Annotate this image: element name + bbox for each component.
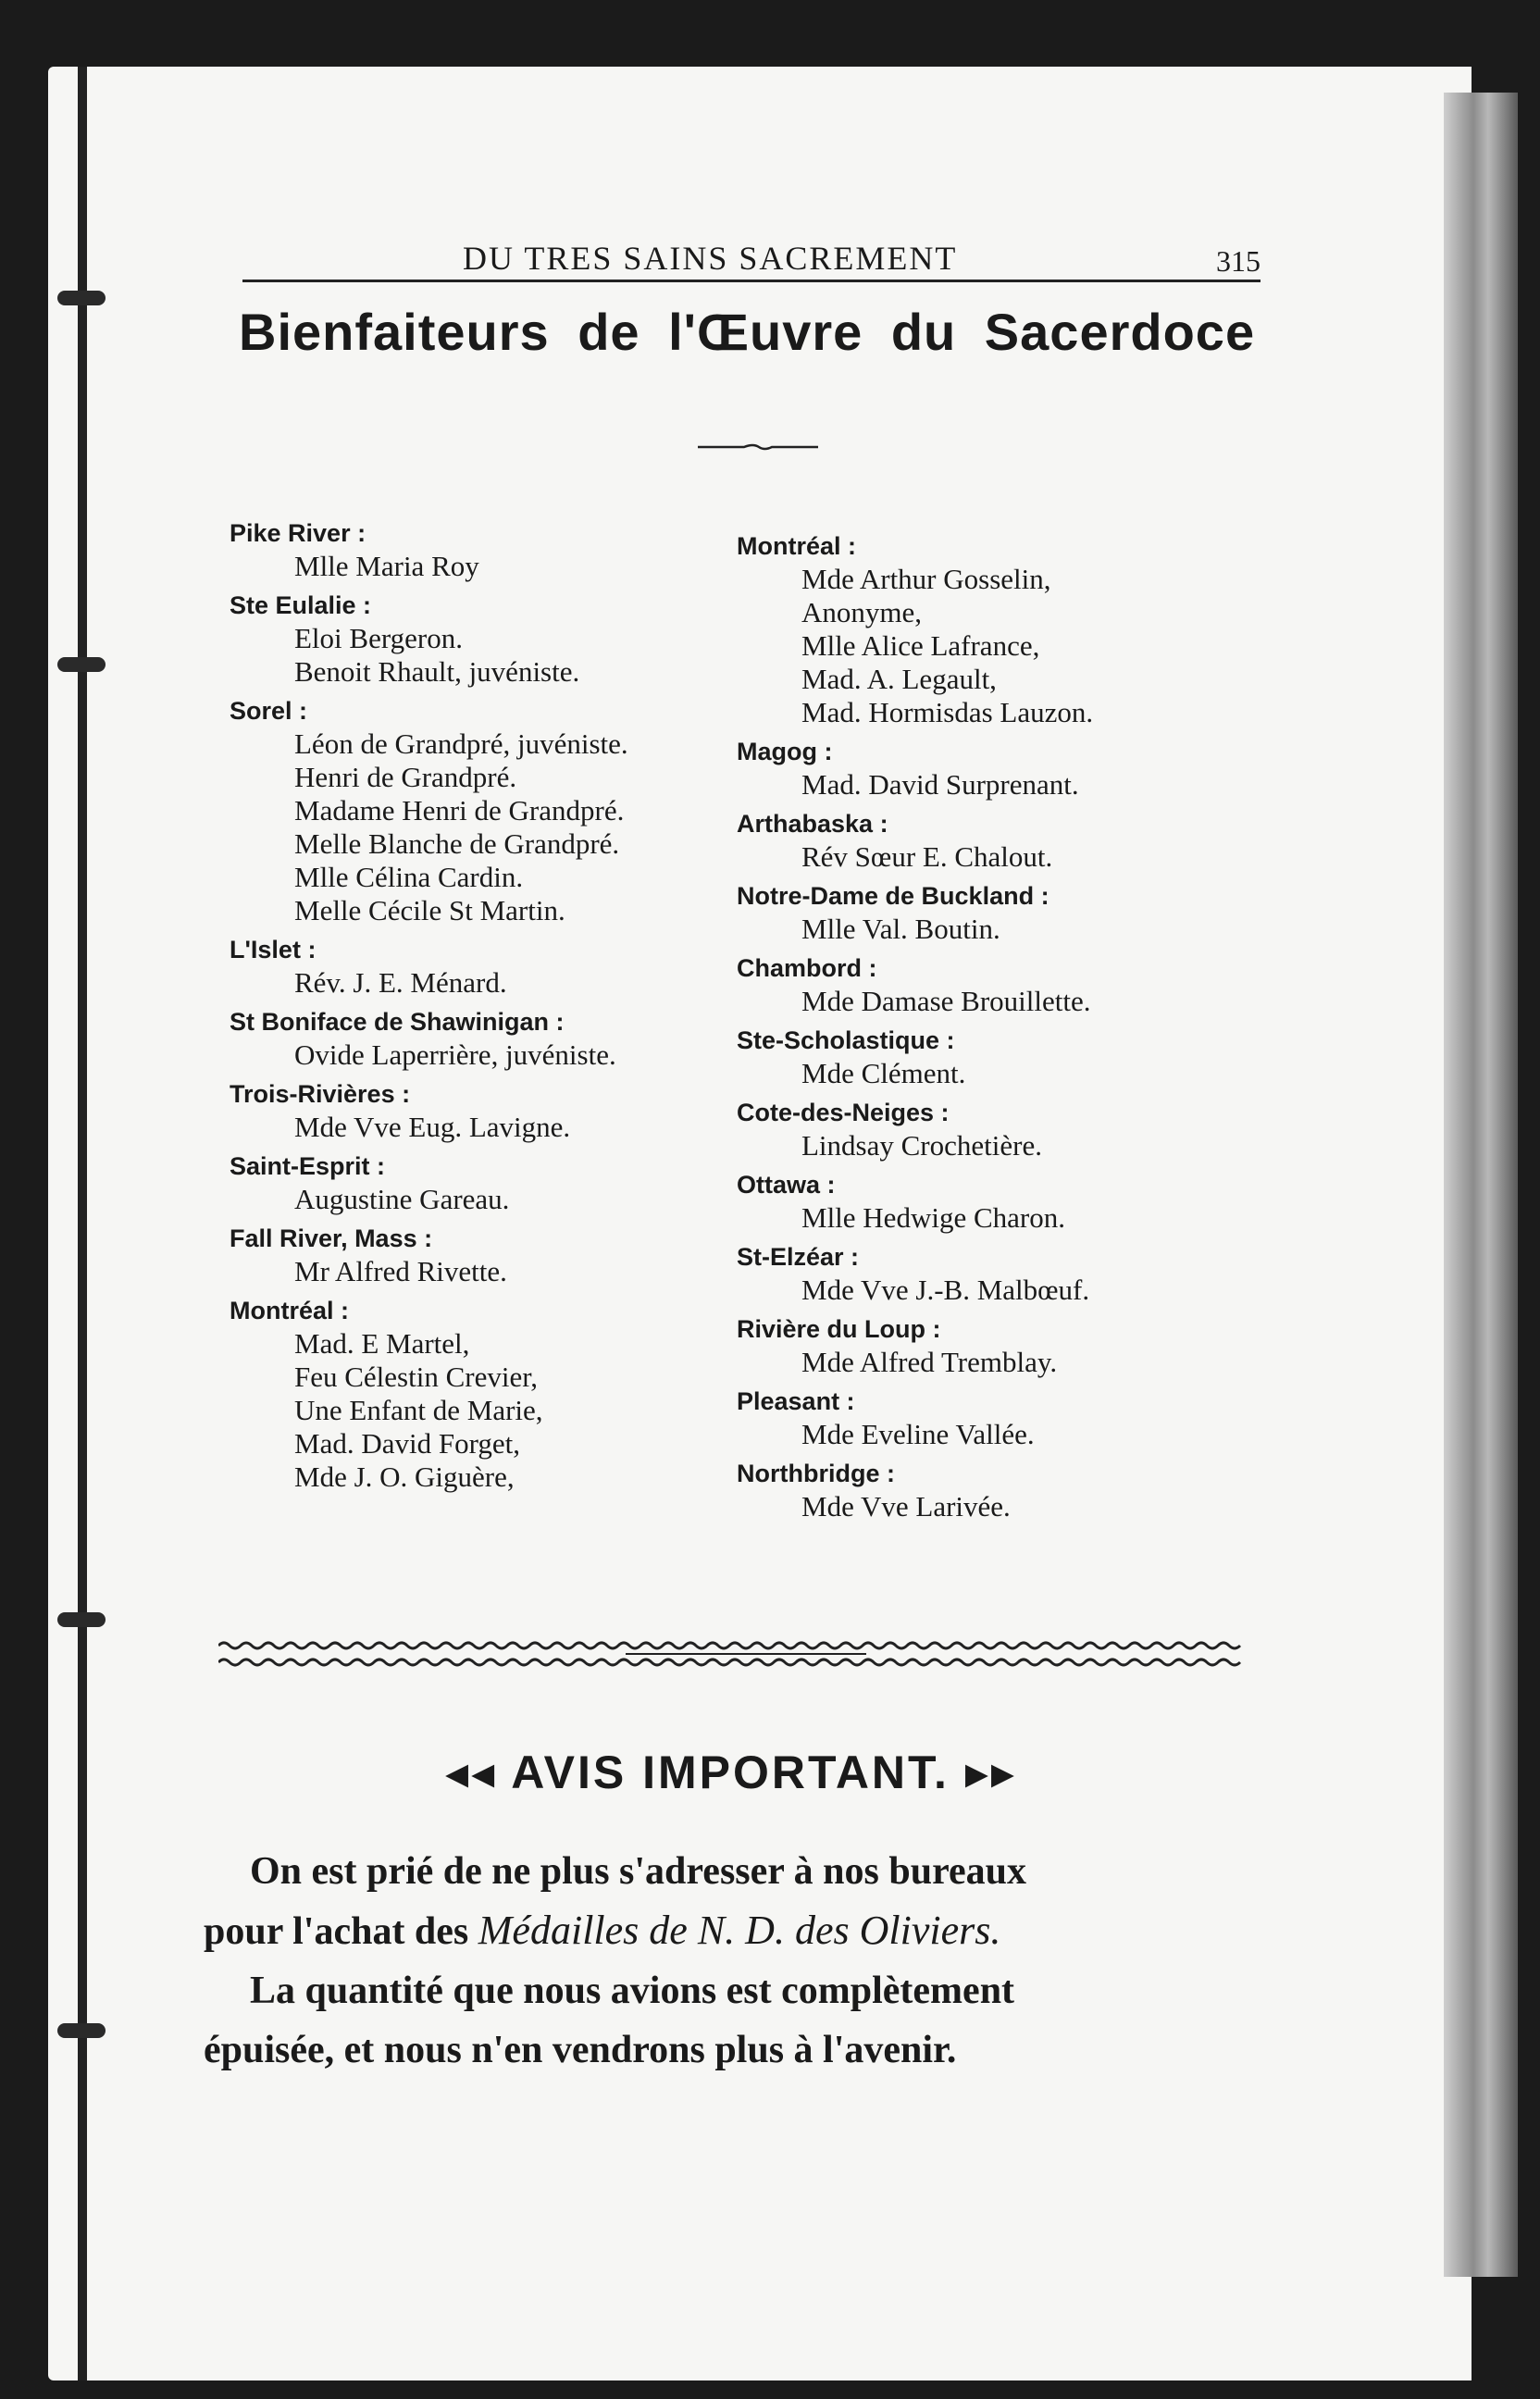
place-name: Pike River : [230,519,366,547]
donor-name: Une Enfant de Marie, [294,1394,543,1426]
donor-name: Mde Vve Eug. Lavigne. [294,1111,571,1143]
page-header [242,233,1261,282]
place-name: L'Islet : [230,936,317,963]
donor-group [737,807,1255,874]
place-name: Pleasant : [737,1387,855,1415]
place-name: Notre-Dame de Buckland : [737,882,1049,910]
donor-name: Mde Alfred Tremblay. [801,1346,1058,1378]
donor-name: Melle Cécile St Martin. [294,894,565,926]
donor-group [230,694,748,927]
donor-name: Ovide Laperrière, juvéniste. [294,1038,616,1071]
donor-name: Mad. David Surprenant. [801,768,1079,801]
binding-stitch [57,291,106,305]
donor-name: Mlle Célina Cardin. [294,861,524,893]
place-name: Northbridge : [737,1460,895,1487]
place-name: Ste-Scholastique : [737,1026,955,1054]
place-name: Cote-des-Neiges : [737,1099,950,1126]
binding-stitch [57,1612,106,1627]
notice-line: La quantité que nous avions est complètement [250,1970,1015,2012]
notice-line: épuisée, et nous n'en vendrons plus à l'avenir. [204,2029,957,2071]
donor-group [230,1005,748,1072]
donor-group [737,1457,1255,1523]
place-name: Magog : [737,738,833,765]
donor-group [230,516,748,583]
donor-name: Mde Eveline Vallée. [801,1418,1035,1450]
donor-name: Léon de Grandpré, juvéniste. [294,727,628,760]
donor-name: Lindsay Crochetière. [801,1129,1042,1162]
donor-name: Mlle Hedwige Charon. [801,1201,1065,1234]
donor-list-right [737,529,1255,1529]
donor-list-left [230,516,748,1499]
donor-name: Mr Alfred Rivette. [294,1255,507,1287]
notice-line-start: pour l'achat des [204,1910,478,1953]
place-name: Montréal : [737,532,857,560]
donor-name: Rév Sœur E. Chalout. [801,840,1053,873]
donor-group [230,1294,748,1494]
notice-body [204,1842,1240,2080]
page-number: 315 [1216,244,1261,278]
title-ornament [698,442,818,452]
notice-title: ◂◂ AVIS IMPORTANT. ▸▸ [444,1746,1018,1798]
donor-name: Melle Blanche de Grandpré. [294,827,620,860]
donor-group [230,1150,748,1216]
donor-name: Benoit Rhault, juvéniste. [294,655,580,688]
donor-name: Mde Vve Larivée. [801,1490,1011,1523]
donor-group [230,589,748,689]
notice-line: On est prié de ne plus s'adresser à nos bureaux [250,1850,1026,1893]
place-name: Saint-Esprit : [230,1152,386,1180]
place-name: Ste Eulalie : [230,591,372,619]
binding-stitch [57,2023,106,2038]
medal-name: Médailles de N. D. des Oliviers. [478,1908,1001,1953]
donor-name: Mde J. O. Giguère, [294,1461,515,1493]
donor-group [737,529,1255,729]
donor-name: Rév. J. E. Ménard. [294,966,507,999]
donor-group [737,879,1255,946]
place-name: Rivière du Loup : [737,1315,941,1343]
donor-group [737,1096,1255,1162]
donor-group [230,933,748,1000]
notice-line [204,1901,1240,1961]
donor-name: Anonyme, [801,596,923,628]
donor-name: Mad. A. Legault, [801,663,997,695]
donor-group [737,1240,1255,1307]
donor-name: Madame Henri de Grandpré. [294,794,625,827]
place-name: Fall River, Mass : [230,1224,433,1252]
donor-name: Mlle Maria Roy [294,550,479,582]
place-name: Montréal : [230,1297,350,1324]
donor-name: Mde Arthur Gosselin, [801,563,1051,595]
page-edges [1444,93,1518,2277]
decorative-separator [218,1638,1246,1670]
donor-group [737,951,1255,1018]
page-title: Bienfaiteurs de l'Œuvre du Sacerdoce [239,303,1256,361]
donor-name: Mde Clément. [801,1057,966,1089]
donor-group [737,1168,1255,1235]
donor-group [737,1024,1255,1090]
binding-stitch [57,657,106,672]
donor-name: Mad. E Martel, [294,1327,470,1360]
donor-name: Augustine Gareau. [294,1183,510,1215]
place-name: Arthabaska : [737,810,888,838]
donor-name: Henri de Grandpré. [294,761,517,793]
place-name: St-Elzéar : [737,1243,860,1271]
place-name: Trois-Rivières : [230,1080,411,1108]
place-name: Sorel : [230,697,308,725]
donor-name: Feu Célestin Crevier, [294,1361,539,1393]
donor-name: Mde Vve J.-B. Malbœuf. [801,1274,1090,1306]
donor-group [230,1077,748,1144]
donor-group [737,1312,1255,1379]
donor-name: Mad. Hormisdas Lauzon. [801,696,1094,728]
running-title: DU TRES SAINS SACREMENT [463,240,958,277]
donor-name: Mlle Val. Boutin. [801,913,1000,945]
donor-group [230,1222,748,1288]
place-name: Ottawa : [737,1171,836,1199]
donor-name: Eloi Bergeron. [294,622,463,654]
place-name: Chambord : [737,954,877,982]
donor-group [737,1385,1255,1451]
donor-group [737,735,1255,802]
donor-name: Mde Damase Brouillette. [801,985,1091,1017]
donor-name: Mlle Alice Lafrance, [801,629,1040,662]
donor-name: Mad. David Forget, [294,1427,520,1460]
place-name: St Boniface de Shawinigan : [230,1008,565,1036]
